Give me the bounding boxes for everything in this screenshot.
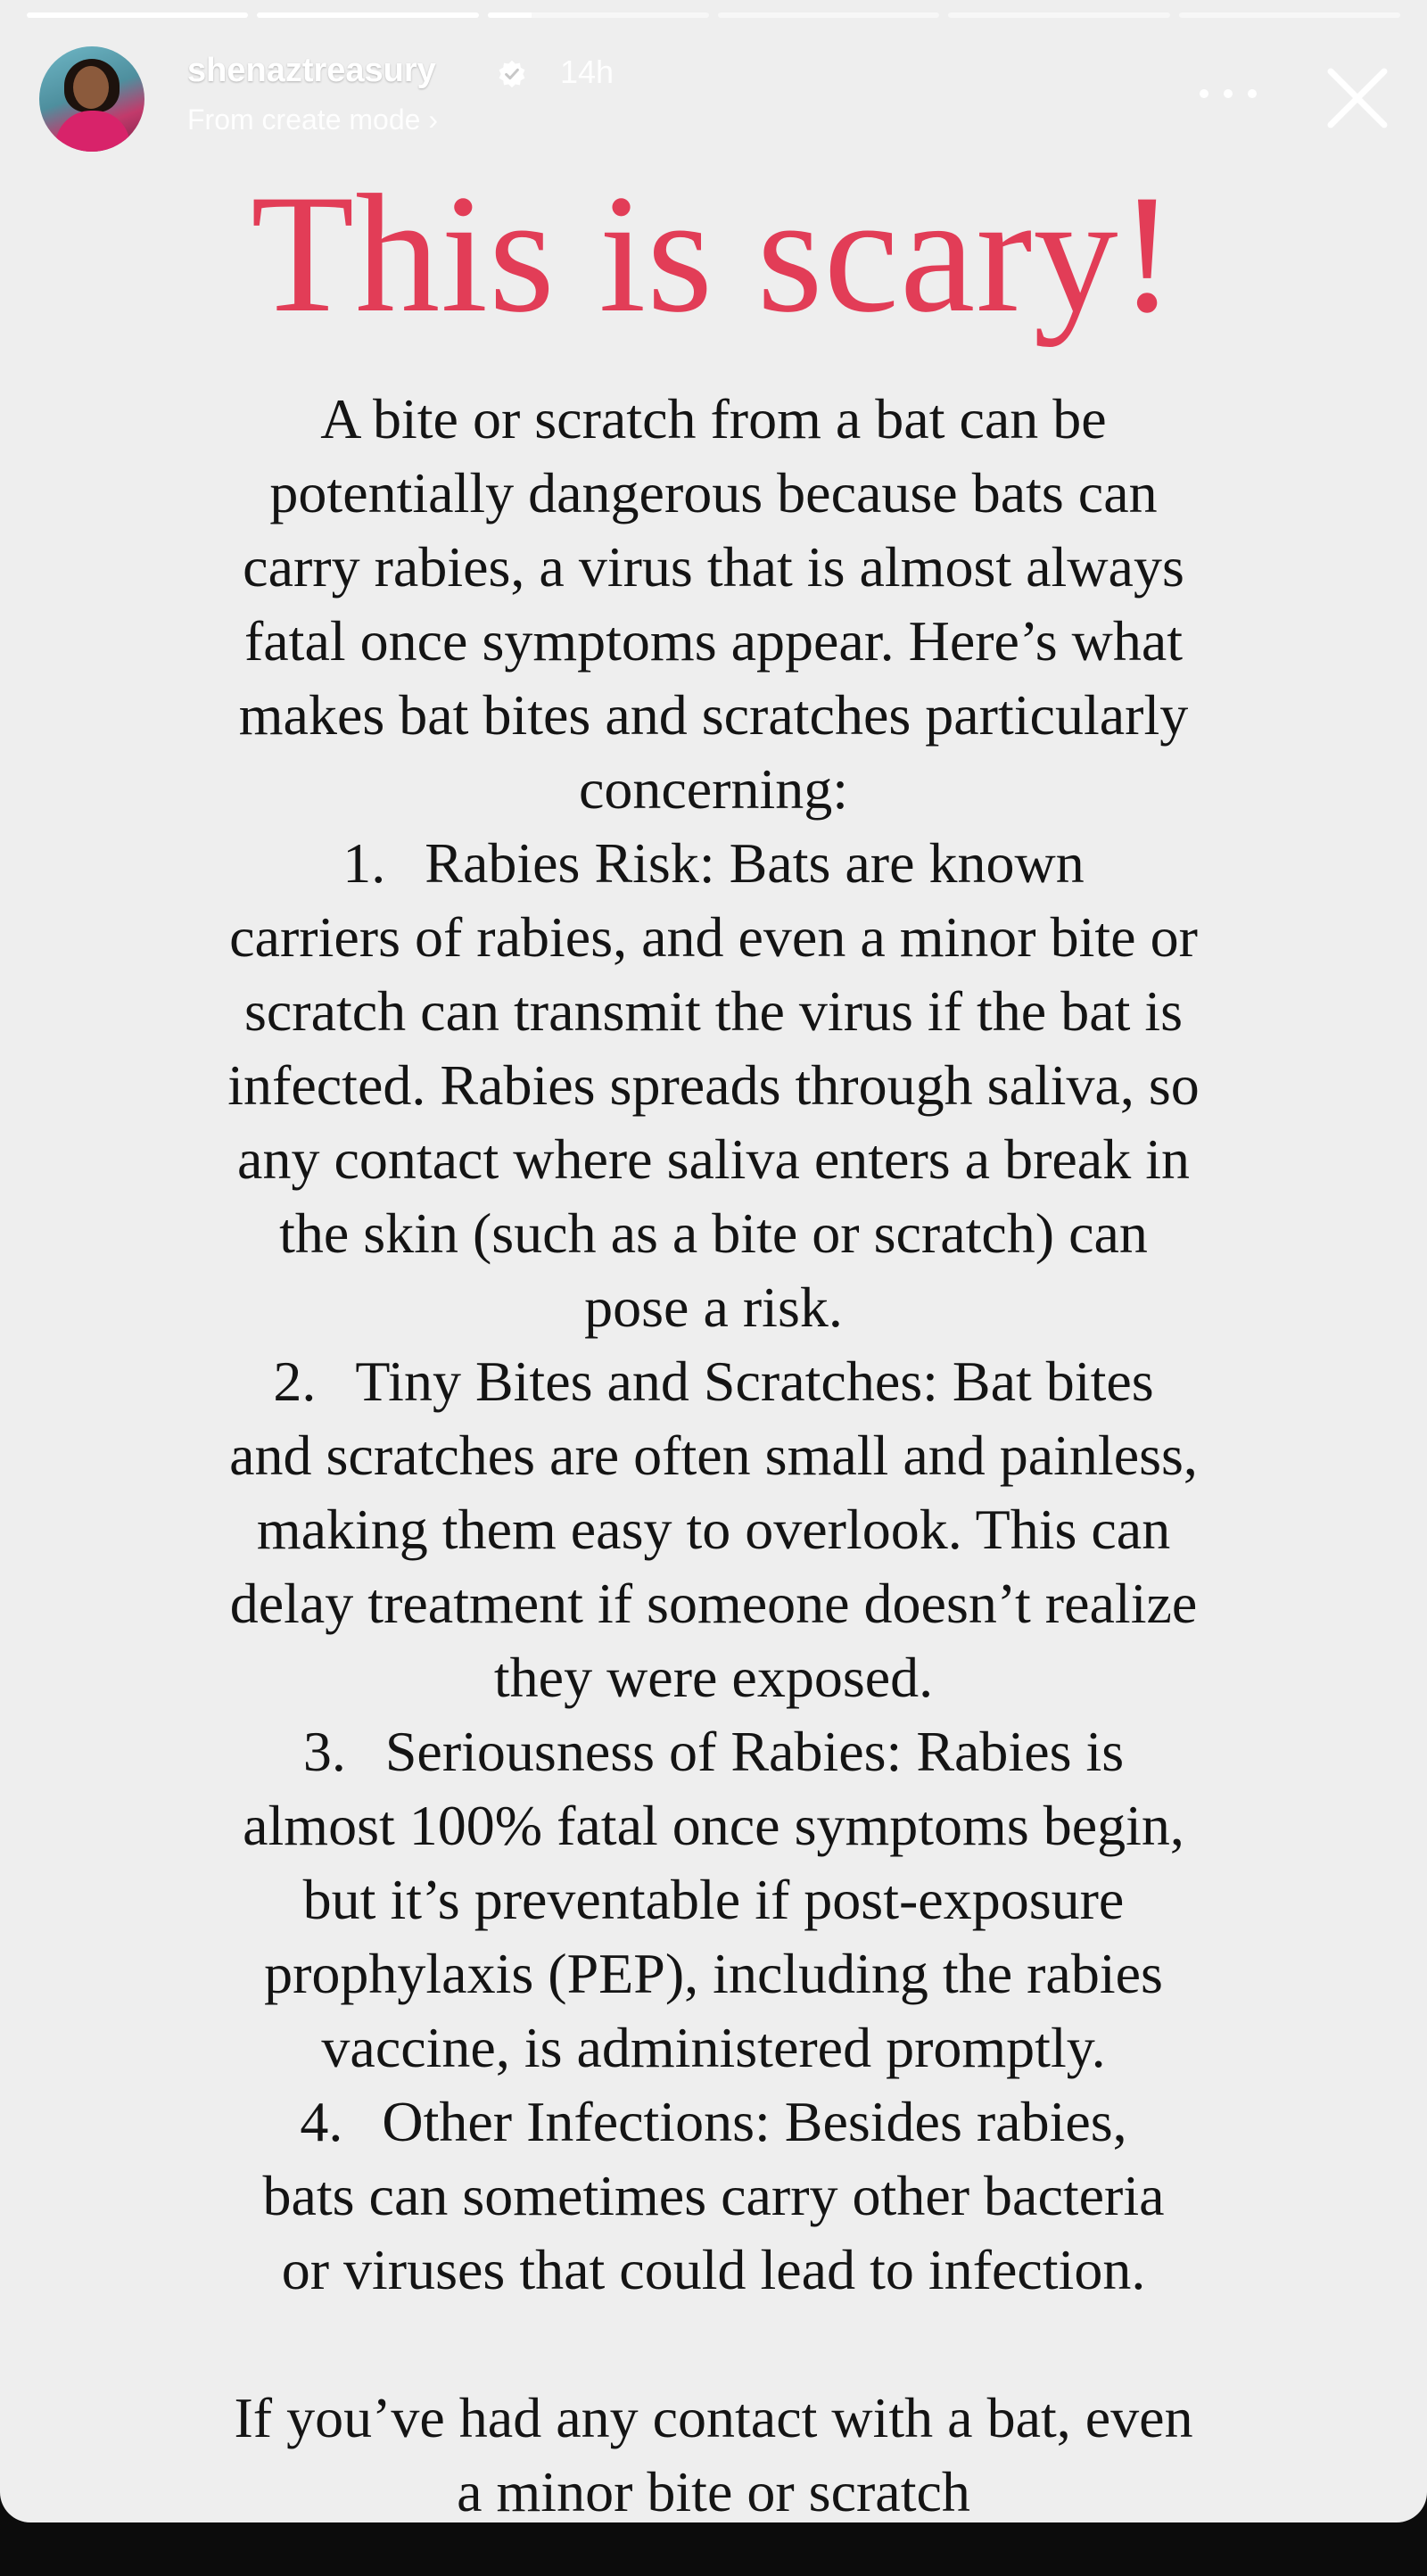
line-text: the skin (such as a bite or scratch) can [279, 1201, 1148, 1265]
text-line [0, 1716, 1427, 1788]
post-time: 14h [560, 54, 615, 90]
progress-segment [257, 12, 478, 18]
line-text: A bite or scratch from a bat can be [320, 387, 1107, 450]
text-line [0, 1790, 1427, 1862]
line-text: If you’ve had any contact with a bat, even [234, 2386, 1193, 2449]
list-number: 3. [302, 1720, 346, 1783]
verified-badge-icon [497, 59, 527, 89]
line-text: infected. Rabies spreads through saliva, so [227, 1053, 1200, 1117]
text-line [0, 680, 1427, 751]
line-text: concerning: [578, 757, 849, 821]
line-text: a minor bite or scratch [457, 2460, 970, 2522]
line-text: Seriousness of Rabies: Rabies is [384, 1720, 1125, 1783]
progress-segment [27, 12, 248, 18]
line-text: Tiny Bites and Scratches: Bat bites [355, 1350, 1154, 1413]
list-number: 1. [342, 831, 386, 895]
line-text: fatal once symptoms appear. Here’s what [243, 609, 1184, 673]
text-line [0, 532, 1427, 603]
text-line [0, 2086, 1427, 2158]
line-text: they were exposed. [493, 1646, 934, 1709]
text-line [0, 1864, 1427, 1936]
avatar[interactable] [39, 46, 144, 152]
text-line [0, 828, 1427, 899]
progress-segment [718, 12, 939, 18]
story-header [0, 36, 1427, 161]
text-line [0, 902, 1427, 973]
line-text: prophylaxis (PEP), including the rabies [264, 1942, 1163, 2005]
line-text: vaccine, is administered promptly. [321, 2016, 1106, 2079]
list-number: 2. [273, 1350, 317, 1413]
story-progress-bar [27, 12, 1400, 18]
text-line [0, 1568, 1427, 1639]
progress-segment [1179, 12, 1400, 18]
line-text: delay treatment if someone doesn’t realize [229, 1572, 1198, 1635]
text-line [0, 976, 1427, 1047]
line-text: almost 100% fatal once symptoms begin, [243, 1794, 1184, 1857]
line-text: scratch can transmit the virus if the bat is [243, 979, 1184, 1043]
text-line [0, 754, 1427, 825]
text-line [0, 1346, 1427, 1417]
close-icon[interactable] [1322, 62, 1393, 134]
text-line [0, 2456, 1427, 2522]
line-text: any contact where saliva enters a break in [237, 1127, 1190, 1191]
text-line [0, 1938, 1427, 2010]
text-line [0, 2012, 1427, 2084]
text-line [0, 1198, 1427, 1269]
line-text: or viruses that could lead to infection. [281, 2238, 1146, 2301]
line-text: makes bat bites and scratches particularly [238, 683, 1189, 747]
text-line [0, 384, 1427, 455]
line-text: and scratches are often small and painless, [229, 1424, 1198, 1487]
progress-segment [488, 12, 709, 18]
text-line [0, 1272, 1427, 1343]
line-text: potentially dangerous because bats can [269, 461, 1158, 524]
text-line [0, 1124, 1427, 1195]
line-text: carry rabies, a virus that is almost always [243, 535, 1184, 599]
create-mode-link[interactable]: From create mode › [187, 103, 438, 136]
line-text: bats can sometimes carry other bacteria [262, 2164, 1165, 2227]
text-line [0, 1050, 1427, 1121]
text-line [0, 1494, 1427, 1565]
progress-segment [948, 12, 1169, 18]
line-text: but it’s preventable if post-exposure [302, 1868, 1125, 1931]
list-number: 4. [300, 2090, 343, 2153]
story-title: This is scary! [251, 161, 1176, 348]
more-options-icon[interactable] [1200, 80, 1257, 107]
text-line [0, 2382, 1427, 2454]
text-line [0, 606, 1427, 677]
line-text: pose a risk. [584, 1276, 843, 1339]
text-line [0, 2160, 1427, 2232]
text-line [0, 2234, 1427, 2306]
text-line [0, 1642, 1427, 1713]
line-text: Other Infections: Besides rabies, [382, 2090, 1127, 2153]
text-line [0, 1420, 1427, 1491]
username[interactable]: shenaztreasury [187, 52, 436, 89]
line-text: carriers of rabies, and even a minor bite or [229, 905, 1198, 969]
text-line [0, 458, 1427, 529]
line-text: making them easy to overlook. This can [256, 1498, 1171, 1561]
line-text: Rabies Risk: Bats are known [425, 831, 1085, 895]
